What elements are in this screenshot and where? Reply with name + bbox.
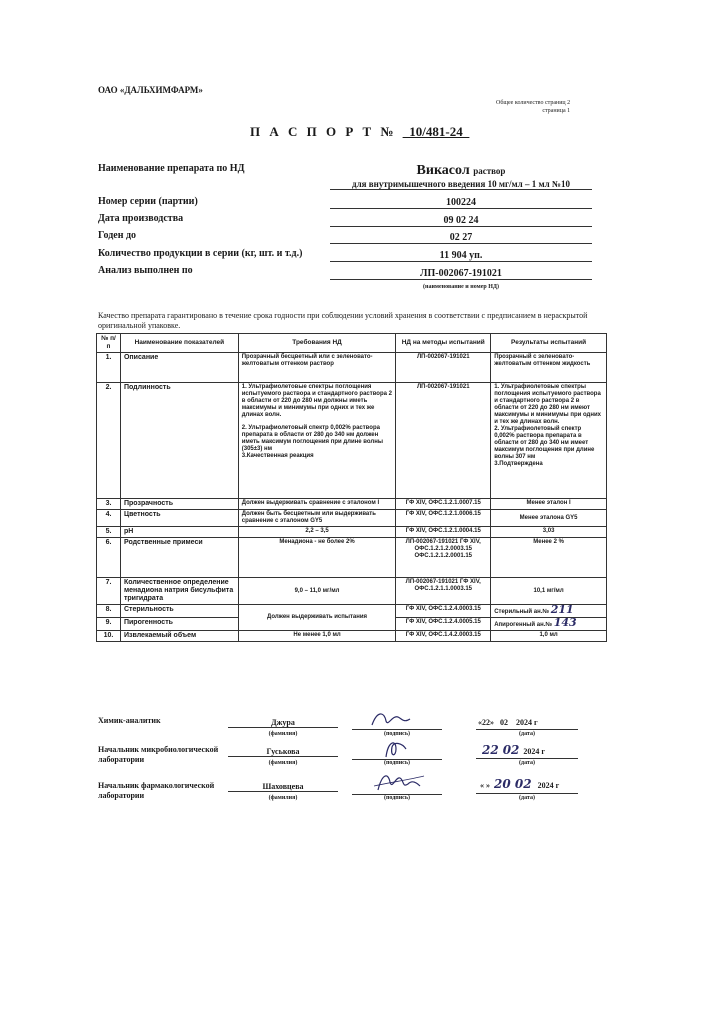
header-name: Наименование показателей	[120, 334, 238, 353]
signer-surname: Гуськова	[228, 747, 338, 757]
row-name: Подлинность	[120, 383, 238, 499]
row-nd: ГФ XIV, ОФС.1.2.4.0005.15	[396, 618, 491, 631]
result-part-2: 2. Ультрафиолетовый спектр 0,002% раствора препарата в области от 280 до 340 нм имеет максимум поглощения при длине волны 307 нм	[494, 426, 595, 460]
date-month: 20 02	[494, 777, 532, 791]
row-requirement: 9,0 – 11,0 мг/мл	[238, 578, 396, 605]
signer-role: Начальник микробиологической лаборатории	[98, 745, 219, 764]
date-year: 2024 г	[537, 781, 560, 790]
passport-number: _10/481-24_	[402, 124, 470, 139]
handwritten-signature	[352, 766, 442, 794]
quality-guarantee: Качество препарата гарантировано в течение срока годности при соблюдении условий хранения в соответствии с предписанием в нераскрытой оригинальной упаковке.	[98, 311, 588, 330]
analysis-note: (наименование и номер НД)	[423, 284, 499, 290]
analysis-value: ЛП-002067-191021	[330, 268, 592, 280]
table-row	[97, 527, 607, 538]
row-nd: ГФ XIV, ОФС.1.2.4.0003.15	[396, 605, 491, 618]
product-form: для внутримышечного введения 10 мг/мл – 1 мл №10	[330, 179, 592, 190]
surname-caption: (фамилия)	[268, 760, 298, 766]
row-no: 4.	[97, 510, 121, 527]
date-underline	[476, 729, 578, 730]
table-row	[97, 578, 607, 605]
row-nd: ЛП-002067-191021 ГФ XIV, ОФС.1.2.1.2.0003.15 ОФС.1.2.1.2.0001.15	[396, 538, 491, 578]
passport-title	[250, 124, 469, 140]
date-day: « »	[480, 781, 490, 790]
signature-area	[352, 766, 442, 795]
table-row	[97, 538, 607, 578]
row-name: Описание	[120, 353, 238, 383]
signer-role: Начальник фармакологической лаборатории	[98, 781, 215, 800]
row-name: Прозрачность	[120, 499, 238, 510]
signer-surname: Джура	[228, 718, 338, 728]
row-result: Прозрачный с зеленовато-желтоватым оттенком жидкость	[491, 353, 607, 383]
result-text: Апирогенный ан.№	[494, 622, 553, 628]
row-no: 1.	[97, 353, 121, 383]
quantity-label: Количество продукции в серии (кг, шт. и т.д.)	[98, 248, 303, 259]
row-nd: ГФ XIV, ОФС.1.2.1.0006.15	[396, 510, 491, 527]
expiry-label: Годен до	[98, 230, 137, 241]
batch-label: Номер серии (партии)	[98, 196, 198, 207]
table-header-row	[97, 334, 607, 353]
date-year: 2024 г	[523, 747, 546, 756]
handwritten-signature	[352, 707, 442, 729]
table-row	[97, 510, 607, 527]
row-name: pH	[120, 527, 238, 538]
row-requirement: Должен выдерживать сравнение с эталоном I	[238, 499, 396, 510]
row-name: Цветность	[120, 510, 238, 527]
row-requirement: Должен выдерживать испытания	[238, 605, 396, 631]
requirement-part-1: 1. Ультрафиолетовые спектры поглощения испытуемого раствора и стандартного раствора 2 в области от 220 до 280 нм должны иметь максимумы и минимумы при одних и тех же длинах волн.	[241, 384, 392, 418]
row-nd: ЛП-002067-191021 ГФ XIV, ОФС.1.2.1.1.0003.15	[396, 578, 491, 605]
header-nd: НД на методы испытаний	[396, 334, 491, 353]
row-nd: ГФ XIV, ОФС.1.2.1.0004.15	[396, 527, 491, 538]
signature-date	[480, 777, 559, 791]
surname-caption: (фамилия)	[268, 795, 298, 801]
batch-value: 100224	[330, 197, 592, 209]
passport-title-label: П А С П О Р Т №	[250, 124, 397, 139]
signature-caption: (подпись)	[383, 760, 411, 766]
date-underline	[476, 793, 578, 794]
table-row	[97, 383, 607, 499]
analysis-number-handwritten: 211	[550, 603, 574, 616]
result-part-3: 3.Подтверждена	[494, 461, 543, 467]
row-result: Менее 2 %	[491, 538, 607, 578]
product-kind: раствор	[473, 166, 506, 176]
row-result: Менее эталона GY5	[491, 510, 607, 527]
results-table	[96, 333, 607, 642]
signature-caption: (подпись)	[383, 795, 411, 801]
row-name: Родственные примеси	[120, 538, 238, 578]
table-row	[97, 631, 607, 642]
header-requirements: Требования НД	[238, 334, 396, 353]
analysis-number-handwritten: 143	[553, 616, 577, 629]
date-day: 22	[482, 743, 499, 757]
row-name: Стерильность	[120, 605, 238, 618]
table-row	[97, 605, 607, 618]
expiry-value: 02 27	[330, 232, 592, 244]
row-nd: ЛП-002067-191021	[396, 383, 491, 499]
row-no: 3.	[97, 499, 121, 510]
row-result: 3,03	[491, 527, 607, 538]
signer-role: Химик-аналитик	[98, 716, 161, 725]
row-name: Количественное определение менадиона натрия бисульфита тригидрата	[120, 578, 238, 605]
row-nd: ГФ XIV, ОФС.1.4.2.0003.15	[396, 631, 491, 642]
row-no: 8.	[97, 605, 121, 618]
row-result: 1,0 мл	[491, 631, 607, 642]
requirement-part-2: 2. Ультрафиолетовый спектр 0,002% раствора препарата в области от 280 до 340 нм должен иметь максимум поглощения при длине волны (305±3) нм	[241, 425, 383, 452]
product-name: Викасол	[416, 163, 470, 178]
table-row	[97, 353, 607, 383]
table-row	[97, 499, 607, 510]
date-day: «22»	[478, 718, 494, 727]
date-caption: (дата)	[519, 795, 535, 801]
date-caption: (дата)	[519, 731, 535, 737]
production-date-value: 09 02 24	[330, 215, 592, 227]
date-underline	[476, 758, 578, 759]
date-year: 2024 г	[516, 718, 538, 727]
product-block	[330, 163, 592, 190]
handwritten-signature	[352, 735, 442, 759]
row-requirement: Должен быть бесцветным или выдерживать сравнение с эталоном GY5	[238, 510, 396, 527]
signature-date	[478, 718, 538, 727]
row-result: 10,1 мг/мл	[491, 578, 607, 605]
signature-area	[352, 707, 442, 730]
header-results: Результаты испытаний	[491, 334, 607, 353]
row-result: Менее эталон I	[491, 499, 607, 510]
row-name: Пирогенность	[120, 618, 238, 631]
product-name-label: Наименование препарата по НД	[98, 163, 245, 174]
production-date-label: Дата производства	[98, 213, 184, 224]
row-requirement	[238, 383, 396, 499]
pages-total: Общее количество страниц 2	[496, 100, 571, 106]
row-requirement: Не менее 1,0 мл	[238, 631, 396, 642]
date-month: 02	[500, 718, 508, 727]
row-no: 5.	[97, 527, 121, 538]
row-requirement: Прозрачный бесцветный или с зеленовато-желтоватым оттенком раствор	[238, 353, 396, 383]
row-result	[491, 383, 607, 499]
date-month: 02	[502, 743, 520, 757]
signature-date	[482, 743, 545, 757]
row-requirement: Менадиона - не более 2%	[238, 538, 396, 578]
row-requirement: 2,2 – 3,5	[238, 527, 396, 538]
row-no: 6.	[97, 538, 121, 578]
page-current: страница 1	[542, 108, 571, 114]
quantity-value: 11 904 уп.	[330, 250, 592, 262]
header-no: № п/п	[97, 334, 121, 353]
row-no: 10.	[97, 631, 121, 642]
date-caption: (дата)	[519, 760, 535, 766]
row-no: 9.	[97, 618, 121, 631]
requirement-part-3: 3.Качественная реакция	[241, 453, 314, 459]
row-result	[491, 618, 607, 631]
row-no: 2.	[97, 383, 121, 499]
page-count	[496, 99, 570, 115]
analysis-label: Анализ выполнен по	[98, 265, 193, 276]
result-text: Стерильный ан.№	[494, 609, 550, 615]
row-no: 7.	[97, 578, 121, 605]
signer-surname: Шаховцева	[228, 782, 338, 792]
organization-name: ОАО «ДАЛЬХИМФАРМ»	[98, 85, 203, 95]
surname-caption: (фамилия)	[268, 731, 298, 737]
signature-caption: (подпись)	[383, 731, 411, 737]
row-nd: ГФ XIV, ОФС.1.2.1.0007.15	[396, 499, 491, 510]
row-nd: ЛП-002067-191021	[396, 353, 491, 383]
row-name: Извлекаемый объем	[120, 631, 238, 642]
signature-area	[352, 735, 442, 760]
result-part-1: 1. Ультрафиолетовые спектры поглощения испытуемого раствора и стандартного раствора 2 в области от 220 до 280 нм имеют максимумы и минимумы при одних и тех же длинах волн.	[494, 384, 602, 425]
row-result	[491, 605, 607, 618]
